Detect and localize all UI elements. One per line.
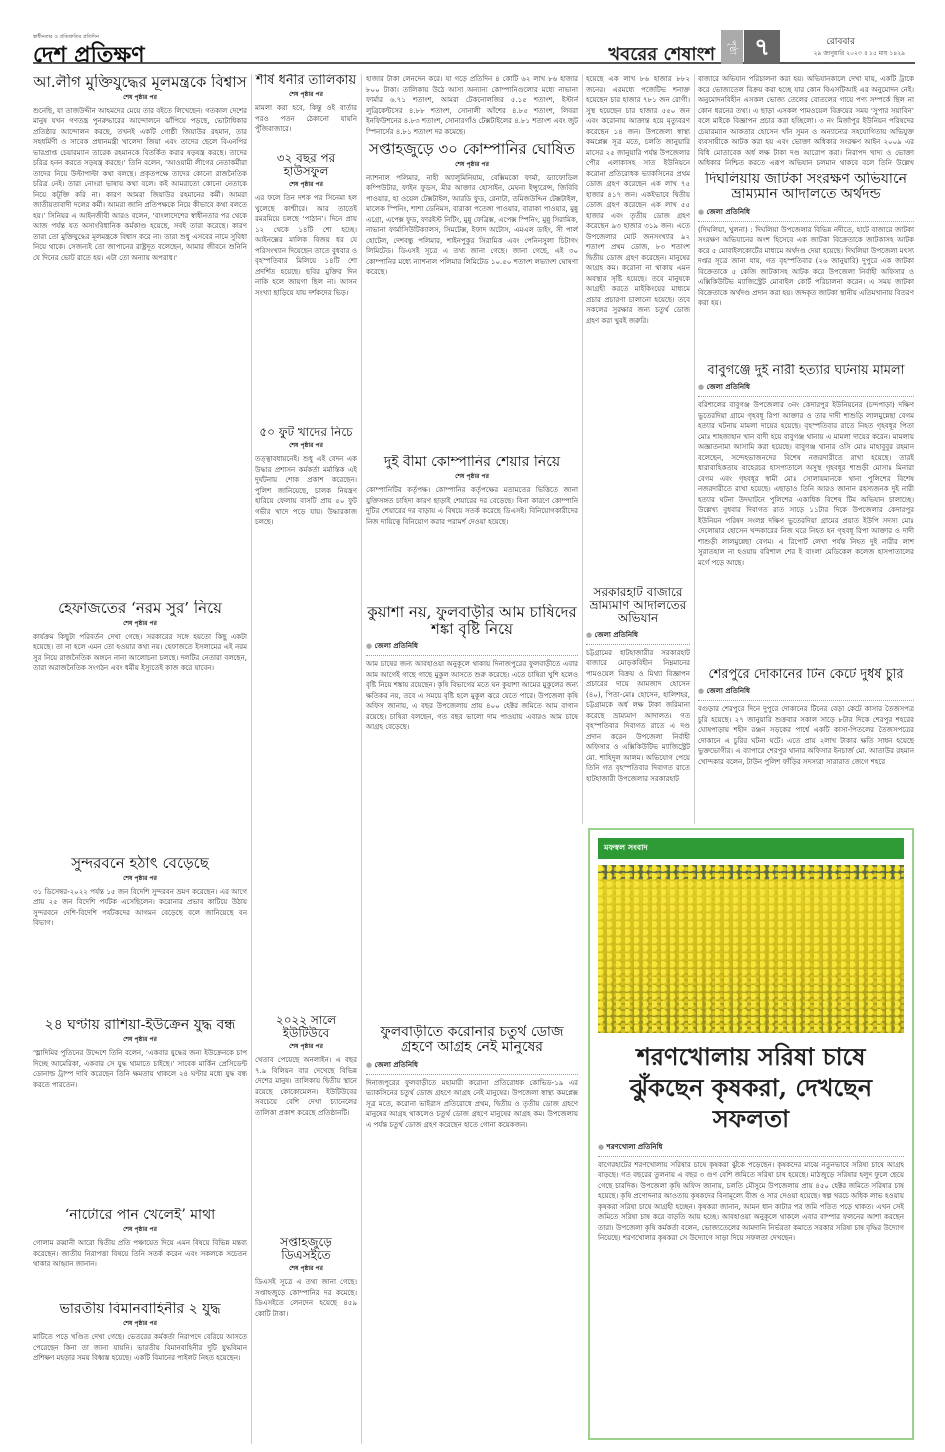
headline[interactable]: সুন্দরবনে হঠাৎ বেড়েছে <box>71 855 209 872</box>
headline[interactable]: কুয়াশা নয়, ফুলবাড়ীর আম চাষিদের শঙ্কা বৃষ্টি নিয়ে <box>367 604 577 638</box>
column-divider <box>251 74 252 1444</box>
story-housefull <box>255 152 357 424</box>
section-title: খবরের শেষাংশ <box>608 44 715 65</box>
headline[interactable]: আ.লীগ মুক্তিযুদ্ধের মূলমন্ত্রকে বিশ্বাস <box>33 74 247 91</box>
headline[interactable]: ২৪ ঘণ্টায় রাশিয়া-ইউক্রেন যুদ্ধ বন্ধ <box>44 1018 236 1033</box>
feature-box <box>588 828 914 1440</box>
story-dse <box>255 1236 357 1442</box>
story-body: শুনেছি, যা তাজউদ্দীন আহমদের মেয়ে তার বইতে লিখেছেন। গতকাল দেশের মানুষ যখন গণতন্ত্র পুনরুদ্ধারের আন্দোলনে ঝাঁপিয়ে পড়ছে, ভোটাধিকার প্রতিষ্ঠার আন্দোলন করছে, তখনই একটি গোষ্ঠী জিয়াউর রহমান, তার সহধর্মিণী ও সাবেক প্রধানমন্ত্রী খালেদা জিয়া এবং তাদের ছেলে বিএনপির ভারপ্রাপ্ত চেয়ারম্যান তারেক রহমানকে বিতর্কিত করার ষড়যন্ত্র করছে। তাদের চরিত্র হনন করতে সড়যন্ত্র করছে।’ তিনি বলেন, ‘আওয়ামী লীগের নেতাকর্মীরা তাদের নিয়ে উল্টাপাল্টা কথা বলছে। প্রকৃতপক্ষে তাদের কোনো রাজনৈতিক চরিত্র নেই। তারা নোংরা ভাষায় কথা বলে। কই আমরাতো কোনো নেতাকে নিয়ে কটূক্তি করি না। কারণ আমরা জিয়াউর রহমানের কর্মী। আমরা জাতীয়তাবাদী দলের কর্মী। আমরা জানি প্রতিপক্ষকে নিয়ে কীভাবে কথা বলতে হয়।’ সিনিয়র এ আইনজীবী আরও বলেন, ‘বাংলাদেশের স্বাধীনতার পর থেকে আজ পর্যন্ত যত অসাংবিধানিক কর্মকাণ্ড হয়েছে, সবই তারা করেছে। কারণ তারা তো মুক্তিযুদ্ধের মূলমন্ত্রকে বিশ্বাস করে না। তারা শুধু এসবের নামে সুবিধা নিয়ে থাকে। সেজন্যই তো জাপানের রাষ্ট্রদূত বলেছেন, আমার জীবনে শুনিনি যে দিনের ভোট রাতে হয়। এটা তো অন্যায় অপরাধ।' <box>33 106 247 262</box>
headline[interactable]: বাবুগঞ্জে দুই নারী হত্যার ঘটনায় মামলা <box>707 364 905 378</box>
story-body: (দিঘলিয়া, খুলনা) : দিঘলিয়া উপজেলার বিভিন্ন নদীতে, হাটে বাজারে জাটকা সংরক্ষণ অভিযানের অংশ হিসেবে এক জাটকা বিক্রেতাকে জাটকাসহ আটক করে ৫ মোবাইলকোর্টের মাধ্যমে অর্থদণ্ড দেয়া হয়েছে। দিঘলিয়া উপজেলা মৎস্য দপ্তর সূত্রে জানা যায়, গত বৃহস্পতিবার (২৬ জানুয়ারি) দুপুরে এক জাটকা বিক্রেতাকে ৫ কেজি জাটকাসহ আটক করে উপজেলা নির্বাহী অফিসার ও এক্সিকিউটিভ ম্যাজিস্ট্রেট মোবাইল কোর্ট পরিচালনা করেন। এ সময় জাটকা বিক্রেতাকে অর্থদণ্ড প্রদান করা হয়। জব্দকৃত জাটকা স্থানীয় এতিমখানায় বিতরণ করা হয়। <box>698 225 914 308</box>
continued-label: শেষ পৃষ্ঠার পর <box>123 619 157 627</box>
story-body: মাটিতে পড়ে খণ্ডিত দেখা গেছে। ভেতরের কর্মকর্তা নিরাপদে বেরিয়ে আসতে পেরেছেন কিনা তা জানা যায়নি। ভারতীয় বিমানবাহিনীর দুটি যুদ্ধবিমান প্রশিক্ষণ মহড়ার সময় বিধ্বস্ত হয়েছে। একটি বিমানের পাইলট নিহত হয়েছেন। <box>33 1333 247 1363</box>
page-label: পৃষ্ঠা <box>721 30 743 64</box>
story-body: এর ফলে তিন দশক পর সিনেমা হল খুলেছে কাশ্মীরে। আর তাতেই রমরমিয়ে চলছে ‘পাঠান’। দিনে প্রায় ১২ থেকে ১৪টি শো হচ্ছে। আইনক্সের মালিক বিজয় ধর যে পরিসংখ্যান দিয়েছেন তাতে বুধবার ও বৃহস্পতিবার মিলিয়ে ১৪টি শো প্রদর্শিত হয়েছে। ছবির মুক্তির দিন নাকি হলে জায়গা ছিল না। আসন সংখ্যা ছাড়িয়ে যায় দর্শকদের ভিড়। <box>255 194 357 297</box>
story-insurance <box>366 455 578 603</box>
story-body: বগুড়ার শেরপুরে দিনে দুপুরে দোকানের টিনের বেড়া কেটে কাসার তৈজসপত্র চুরি হয়েছে। ২৭ জানুয়ারি শুক্রবার সকাল সাড়ে ৮টার দিকে শেরপুর শহরের ঘোষপাড়ায় শহীদ রঞ্জন সড়কের পার্শ্বে একটি কাসা-পিতলের তৈজসপত্রের দোকানে এ চুরির ঘটনা ঘটে। এতে প্রায় ২লাখ টাকার ক্ষতি সাধন হয়েছে ভুক্তভোগীর। এ ব্যাপারে শেরপুর থানার অফিসার ইনচার্জ মো. আতাউর রহমান খোন্দকার বলেন, টাউন পুলিশ ফাঁড়ির সদস্যরা সারারাত জেগে শহরে <box>698 705 914 766</box>
story-body: মামলা করা হবে, কিন্তু ওই বার্তার পরও পতন ঠেকানো যায়নি পুঁজিবাজারে। <box>255 104 357 134</box>
story-body: কোম্পানিটির কর্তৃপক্ষ। কোম্পানির কর্তৃপক্ষের মতামতের ভিত্তিতে জানা যুক্তিসঙ্গত চাহিদা কারণ ছাড়াই শেয়ারের দর বেড়েছে। বিনা কারণে কোম্পানি দুটির শেয়ারের দর বাড়ায় এ বিষয়ে সতর্ক করেছে ডিএসই। বিনিয়োগকারীদের নিজ দায়িত্বে বিনিয়োগ করার পরামর্শ দেওয়া হয়েছে। <box>366 486 578 526</box>
story-body: বরিশালের বাবুগঞ্জ উপজেলার ৩নং কেদারপুর ইউনিয়নের (চন্দপাড়া) দক্ষিণ ভুতেরদিয়া গ্রামে গৃহবধূ রিপা আক্তার ও তার দাদী শাশুড়ি লালমুন্নেছা বেগম হত্যার ঘটনায় মামলা দায়ের হয়েছে। বৃহস্পতিবার রাতে নিহত গৃহবধূর পিতা মোঃ শাহজাহান খান বাদী হয়ে বাবুগঞ্জ থানায় এ মামলা দায়ের করেন। মামলায় অজ্ঞাতনামা আসামি করা হয়েছে। বাবুগঞ্জ থানার ওসি মোঃ মাহাবুবুর রহমান বলেছেন, সন্দেহভাজনদের বিশেষ নজরদারীতে রাখা হয়েছে। তারই ধারাবাহিকতায় বাহেরচর হাসপাতালে অসুস্থ গৃহবধূর শাশুড়ী মোসাঃ মিনারা বেগম এবং গৃহবধূর স্বামী মোঃ সোলায়মানকে থানা পুলিশের বিশেষ নজরদারীতে রাখা হয়েছে। এছাড়াও তিনি আরও জানান রহস্যজনক দুই নারী হত্যার ঘটনা উদঘাটনে পুলিশের একাধিক বিশেষ টিম অভিযান চালাচ্ছে। উল্লেখ্য বুধবার দিবাগত রাত সাড়ে ১১টার দিকে উপজেলার কেদারপুর ইউনিয়ন পরিষদ সংলগ্ন দক্ষিণ ভুতেরদিয়া গ্রামের প্রয়াত ইউপি সদস্য মোঃ দেলোয়ার হোসেন খন্দকারের নিজ ঘরে নিহত হন গৃহবধূ রিপা আক্তার ও দাদী শাশুড়ী লালমুন্নেছা বেগম। এ রিপোর্ট লেখা পর্যন্ত নিহত দুই নারীর লাশ সুরাতহাল না হওয়ায় বরিশাল শের ই বাংলা মেডিকেল কলেজ হাসপাতালের মর্গে পড়ে আছে। <box>698 401 914 567</box>
column-divider <box>361 74 362 1444</box>
story-body: ৩১ ডিসেম্বর-২০২২ পর্যন্ত ১৫ জন বিদেশি সুন্দরবন ভ্রমণ করেছেন। এর আগে প্রায় ২৫ জন বিদেশি পর্যটক এসেছিলেন। করোনার প্রভাব কাটিয়ে উঠায় সুন্দরবনে দেশি-বিদেশি পর্যটকদের আগমন বেড়েছে বলে জানিয়েছে বন বিভাগ। <box>33 887 247 927</box>
story-thirty-companies <box>366 74 578 454</box>
story-body: ন্যাশনাল পলিমার, নাহী অ্যালুমিনিয়াম, বেক্সিমকো ফার্মা, ড্যাফোডিল কম্পিউটার, ফাইন ফুডস, মীর আক্তার হোসাইন, মেঘনা ইন্স্যুরেন্স, জিবিবি পাওয়ার, হা ওয়েল টেক্সটাইল, আরডি ফুড, রেনাটা, তমিজউদ্দিন টেক্সটাইল, মালেক স্পিনিং, শাশা ডেনিমস, বারাকা পতেঙ্গা পাওয়ার, বারাকা পাওয়ার, মুন্নু এগ্রো, এপেক্স ফুড, ফারইস্ট নিটিং, মুন্নু ফেব্রিক্স, এপেক্স স্পিনিং, মুন্নু সিরামিক, নাভানা ফার্মাসিউটিক্যালস, সিমটেক্স, ইফাদ অটোস, এমএল ডাইং, সী পার্ল হোটেল, দেশবন্ধু পলিমার, শাইনপুকুর সিরামিক এবং পেনিনসুলা চিটাগং লিমিটেড। ডিএসই সূত্রে এ তথ্য জানা গেছে। জানা গেছে, এই ৩০ কোম্পানির মধ্যে ন্যাশনাল পলিমার লিমিটেড ১০.৫০ শতাংশ লভ্যাংশ ঘোষণা করেছে। <box>366 173 578 276</box>
headline[interactable]: হেফাজতের ‘নরম সুর’ নিয়ে <box>58 600 222 617</box>
story-body: হয়েছে এক লাখ ৮৬ হাজার ৮৮২ জনের। এরমধ্যে পজেটিভ শনাক্ত হয়েছেন চার হাজার ৭৮১ জন রোগী। সুস্থ হয়েছেন চার হাজার ৫৫০ জন এবং করোনায় আক্রান্ত হয়ে মৃত্যুবরণ করেছেন ১৪ জন। উপজেলা স্বাস্থ্য কমপ্লেক্স সূত্র মতে, চলতি জানুয়ারি মাসের ২৫ জানুয়ারি পর্যন্ত উপজেলার পৌর এলাকাসহ সাত ইউনিয়নে করোনা প্রতিরোধক ভ্যাকসিনের প্রথম ডোজ গ্রহণ করেছেন এক লাখ ৭৫ হাজার ৪১৭ জন। একইভাবে দ্বিতীয় ডোজ গ্রহণ করেছেন এক লাখ ৫৫ হাজার এবং তৃতীয় ডোজ গ্রহণ করেছেন ৯৩ হাজার ৩১৯ জন। এতে উপজেলার মোট জনসংখ্যার ৯২ শতাংশ প্রথম ডোজ, ৮৩ শতাংশ দ্বিতীয় ডোজ গ্রহণ করেছেন। মানুষের আগ্রহ কম। করোনা না থাকায় এমন অবস্থার সৃষ্টি হয়েছে। তবে মানুষকে আগ্রহী করতে মাইকিংয়ের মাধ্যমে প্রচার প্রচারণা চালানো হয়েছে। তবে সকলের সুরক্ষার জন্য চতুর্থ ডোজ গ্রহণ করা খুবই জরুরি। <box>586 75 690 325</box>
continued-label: শেষ পৃষ্ঠার পর <box>123 1226 157 1234</box>
byline: ● জেলা প্রতিনিধি <box>698 685 914 701</box>
tagline: স্বাধীনতার ও প্রতিশ্রুতির প্রতিদিন <box>33 34 99 40</box>
headline[interactable]: দিঘলিয়ায় জাটকা সংরক্ষণ অভিযানে ভ্রাম্যমান আদালতে অর্থদন্ড <box>705 172 907 203</box>
story-hefazat <box>33 600 247 850</box>
story-russia-ukraine <box>33 1018 247 1208</box>
story-body: গোলাম রব্বানী আরো দ্বিতীয় প্রতি পঞ্চায়েত দিয়ে এমন বিষয়ে বিভিন্ন মন্তব্য করেছেন। জাতীয় নিরাপত্তা বিষয়ে তিনি সতর্ক করেন এবং সকলকে সচেতন থাকার আহ্বান জানান। <box>33 1239 247 1269</box>
continued-label: শেষ পৃষ্ঠার পর <box>455 473 489 481</box>
continued-label: শেষ পৃষ্ঠার পর <box>123 1320 157 1328</box>
byline: ● জেলা প্রতিনিধি <box>698 381 914 397</box>
story-body: দিনাজপুরের ফুলবাড়ীতে মহামারী করোনা প্রতিরোধক কোভিড-১৯ এর ভ্যাকসিনের চতুর্থ ডোজ গ্রহণে আগ্রহ নেই মানুষের। উপজেলা স্বাস্থ্য কমপ্লেক্স সূত্র মতে, করোনা ভাইরাস প্রতিরোধে প্রথম, দ্বিতীয় ও তৃতীয় ডোজ গ্রহণে মানুষের আগ্রহ থাকলেও চতুর্থ ডোজ গ্রহণে মানুষের আগ্রহ কম। উপজেলায় এ পর্যন্ত চতুর্থ ডোজ গ্রহণ করেছেন হাতে গোনা কয়েকজন। <box>366 1078 578 1129</box>
continued-label: শেষ পৃষ্ঠার পর <box>289 91 323 99</box>
continued-label: শেষ পৃষ্ঠার পর <box>123 874 157 882</box>
story-sarkarhat <box>586 586 690 824</box>
story-iaf <box>33 1302 247 1442</box>
headline[interactable]: ২০২২ সালে ইউটিউবে <box>275 1014 337 1041</box>
headline[interactable]: শেরপুরে দোকানের টিন কেটে দুর্ধর্ষ চুরি <box>708 668 904 682</box>
story-booster-dose <box>366 1025 578 1443</box>
story-sundarban <box>33 855 247 1015</box>
newspaper-logo[interactable]: দেশ প্রতিক্ষণ <box>33 42 145 68</box>
issue-date: ২৯ জানুয়ারি ২০২৩ ॥ ১৫ মাঘ ১৪২৯ <box>813 50 905 57</box>
story-body: তত্ত্বাবধায়নেই। শুধু এই বেদন এক উদ্ধার প্রশাসন কর্মকর্তা মর্মান্তিক এই দুর্ঘটনায় শোক প্রকাশ করেছেন। পুলিশ জানিয়েছে, চালক নিয়ন্ত্রণ হারিয়ে ফেলায় বাসটি প্রায় ৫০ ফুট গভীর খাদে পড়ে যায়। উদ্ধারকাজ চলছে। <box>255 455 357 527</box>
story-richest <box>255 74 357 152</box>
story-natore <box>33 1208 247 1300</box>
feature-body: বাগেরহাটের শরণখোলায় সরিষার চাষে কৃষকরা ঝুঁকে পড়েছেন। কৃষকদের মাঝে নতুনভাবে সরিষা চাষে আগ্রহ বাড়ছে। গত বছরের তুলনায় এ বছর ৩ গুণ বেশি জমিতে সরিষা চাষ হয়েছে। মাঠজুড়ে সরিষার হলুদ ফুলে ছেয়ে গেছে চারদিক। উপজেলা কৃষি অফিস জানায়, চলতি মৌসুমে উপজেলায় প্রায় ৪৫০ হেক্টর জমিতে সরিষার চাষ হয়েছে। কৃষি প্রণোদনার আওতায় কৃষকদের বিনামূল্যে বীজ ও সার দেওয়া হয়েছে। স্বল্প খরচে অধিক লাভ হওয়ায় কৃষকরা সরিষা চাষে আগ্রহী হচ্ছেন। কৃষকরা জানান, আমন ধান কাটার পর জমি পতিত পড়ে থাকত। এখন সেই জমিতে সরিষা চাষ করে বাড়তি আয় হচ্ছে। আবহাওয়া অনুকূলে থাকলে এবার বাম্পার ফলনের আশা করছেন তারা। উপজেলা কৃষি কর্মকর্তা বলেন, ভোজ্যতেলের আমদানি নির্ভরতা কমাতে সরকার সরিষা চাষ বৃদ্ধির উদ্যোগ নিয়েছে। শরণখোলার কৃষকরা সে উদ্যোগে সাড়া দিয়ে সফলতা দেখছেন। <box>598 1160 904 1243</box>
headline[interactable]: ৩২ বছর পর হাউসফুল <box>276 152 336 179</box>
byline: ● জেলা প্রতিনিধি <box>366 1059 578 1075</box>
headline[interactable]: ৫০ ফুট খাদের নিচে <box>259 426 353 439</box>
story-gorge <box>255 426 357 1011</box>
headline[interactable]: সপ্তাহজুড়ে ৩০ কোম্পানির ঘোষিত <box>368 140 576 158</box>
story-body: বাজারে অভিযান পরিচালনা করা হয়। অভিযানকালে দেখা যায়, একটি ট্রাকে করে ভোজ্যতেল বিক্রয় করা হচ্ছে যার কোন বিএসটিআই এর অনুমোদন নেই। অনুমোদনবিহীন এসকল ভোজ্য তেলের বোতলের গায়ে পণ্য সম্পর্কে ছিল না কোন ধরনের তথ্য। এ ছাড়া এসকল পামওয়েল বিক্রয়ের সময় ‘সুপার সয়াবিন’ বলে মাইকে বিজ্ঞাপন প্রচার করা হচ্ছিলো। ৩ নং মির্জাপুর ইউনিয়ন পরিষদের চেয়ারম্যান আকতার হোসেন খাঁন সুমন ও অন্যান্যের সহযোগিতায় অভিযুক্ত ব্যবসায়ীকে আটক করা হয় এবং ভোক্তা অধিকার সংরক্ষণ আইন ২০০৯ এর বিধি মোতাবেক অর্ধ লক্ষ টাকা দণ্ড আরোপ করা। নিরাপদ খাদ্য ও ভোক্তা অধিকার নিশ্চিত করতে এরূপ অভিযান চলমান থাকবে বলে তিনি উল্লেখ <box>698 75 914 167</box>
continued-label: শেষ পৃষ্ঠার পর <box>289 181 323 189</box>
continued-label: শেষ পৃষ্ঠার পর <box>455 160 489 168</box>
headline[interactable]: দুই বীমা কোম্পানির শেয়ার নিয়ে <box>383 455 561 470</box>
story-sherpur <box>698 668 914 824</box>
story-awami-league <box>33 74 247 596</box>
headline[interactable]: ‘নাটোরে পান খেলেই’ মাথা <box>64 1208 216 1223</box>
story-body: খেতাব পেয়েছে অনলাইন। এ বছর ৭.৯ বিলিয়ন বার দেখেছে বিভিন্ন দেশের মানুষ। তালিকায় দ্বিতীয় স্থানে রয়েছে কোকোমেলন। ইউটিউবের সবচেয়ে বেশি দেখা চ্যানেলের তালিকা প্রকাশ করেছে প্রতিষ্ঠানটি। <box>255 1056 357 1117</box>
column-divider <box>694 74 695 824</box>
headline[interactable]: সপ্তাহজুড়ে ডিএসইতে <box>280 1236 332 1263</box>
issue-day: রোববার <box>826 37 855 47</box>
byline: ● জেলা প্রতিনিধি <box>586 629 690 645</box>
byline: ● জেলা প্রতিনিধি <box>698 206 914 222</box>
story-sarkarhat-continued <box>698 74 914 170</box>
continued-label: শেষ পৃষ্ঠার পর <box>123 1036 157 1044</box>
story-youtube <box>255 1014 357 1234</box>
masthead <box>33 28 915 68</box>
story-babuganj <box>698 364 914 666</box>
mustard-field-photo <box>598 865 904 1033</box>
story-lead: হাজার টাকা লেনদেন করে। যা গড়ে প্রতিদিন ৪ কোটি ৬২ লাখ ৮৬ হাজার ৮০০ টাকা। তালিকায় উঠে আসা অন্যান্য কোম্পানিগুলোর মধ্যে নাভানা ফার্মার ৬.৭১ শতাংশ, আমরা টেকনোলজির ৫.১৫ শতাংশ, ইস্টার্ন লুব্রিকেন্টসের ৪.৮৮ শতাংশ, সোনালী আঁশের ৪.৮৫ শতাংশ, লিবরা ইনফিউশনের ৪.৮৩ শতাংশ, সোনারগাঁও টেক্সটাইলের ৪.৮১ শতাংশ এবং জুট স্পিনার্সের ৪.৮১ শতাংশ দর কমেছে। <box>366 75 578 136</box>
headline[interactable]: শীর্ষ ধনীর তালিকায় <box>255 74 357 88</box>
headline[interactable]: সরকারহাট বাজারে ভ্রাম্যমাণ আদালতের অভিযান <box>589 586 687 626</box>
headline[interactable]: ফুলবাড়ীতে করোনার চতুর্থ ডোজ গ্রহণে আগ্রহ নেই মানুষের <box>380 1025 564 1056</box>
story-body: কার্যক্রম কিছুটা পরিবর্তন দেখা গেছে। সরকারের সঙ্গে হয়তো কিছু একটা হয়েছে। তা না হলে এমন তো হওয়ার কথা নয়। হেফাজতে ইসলামের এই নরম সুর নিয়ে রাজনৈতিক অঙ্গনে নানা আলোচনা চলছে। দলটির নেতারা বলছেন, তারা অরাজনৈতিক সংগঠন এবং ধর্মীয় ইস্যুতেই কাজ করে যাবেন। <box>33 632 247 672</box>
story-booster-continued <box>586 74 690 584</box>
story-body: ‘ভ্লাদিমির পুতিনের উদ্দেশে তিনি বলেন, ‘একবার যুদ্ধের জন্য ইউক্রেনকে চাপ দিচ্ছে আমেরিকা, একবার সে যুদ্ধ থামাতে চাইছে।’ সাবেক মার্কিন প্রেসিডেন্ট ডোনাল্ড ট্রাম্প দাবি করেছেন তিনি ক্ষমতায় থাকলে ২৪ ঘণ্টার মধ্যে যুদ্ধ বন্ধ করতে পারতেন। <box>33 1049 247 1089</box>
story-body: ডিএসই সূত্রে এ তথ্য জানা গেছে। সপ্তাহজুড়ে কোম্পানির দর কমেছে। ডিএসইতে লেনদেন হয়েছে ৪৫৯ কোটি টাকা। <box>255 1278 357 1318</box>
story-mango <box>366 604 578 1024</box>
column-divider <box>582 74 583 824</box>
page-number: ৭ <box>744 30 780 64</box>
story-body: চট্টগ্রামের হাটহাজারীর সরকারহাট বাজারে মোড়কবিহীন নিম্নমানের পামওয়েল বিক্রয় ও মিথ্যা বিজ্ঞাপন প্রচারের দায়ে আমজাদ হোসেন (৪০), পিতা-মোঃ হোসেন, হালিশহর, চট্টগ্রামকে অর্ধ লক্ষ টাকা জরিমানা করেছে ভ্রাম্যমাণ আদালত। গত বৃহস্পতিবার দিবাগত রাতে এ দণ্ড প্রদান করেন উপজেলা নির্বাহী অফিসার ও এক্সিকিউটিভ ম্যাজিস্ট্রেট মো. শাহিদুল আলম। অভিযোগ পেয়ে তিনি গত বৃহস্পতিবার দিবাগত রাতে হাটহাজারী উপজেলার সরকারহাট <box>586 648 690 783</box>
continued-label: শেষ পৃষ্ঠার পর <box>289 442 323 450</box>
feature-section-label: মফস্বল সংবাদ <box>598 838 904 859</box>
continued-label: শেষ পৃষ্ঠার পর <box>289 1265 323 1273</box>
feature-byline: ● শরণখোলা প্রতিনিধি <box>598 1141 904 1157</box>
story-body: আম চাষের জন্য আবহাওয়া অনুকূলে থাকায় দিনাজপুরের ফুলবাড়ীতে এবার আম আগেই গাছে গাছে মুকুল আসতে শুরু করেছে। এতে চাষিরা খুশি হলেও বৃষ্টি নিয়ে শঙ্কায় রয়েছেন। কৃষি বিভাগের মতে ঘন কুয়াশা আমের মুকুলের জন্য ক্ষতিকর নয়, তবে এ সময়ে বৃষ্টি হলে মুকুল ঝরে যেতে পারে। উপজেলা কৃষি অফিস জানায়, এ বছর উপজেলায় প্রায় ৪০০ হেক্টর জমিতে আম বাগান রয়েছে। চাষিরা বলছেন, গত বছর ভালো দাম পাওয়ায় এবারও আম চাষে আগ্রহ বেড়েছে। <box>366 660 578 731</box>
continued-label: শেষ পৃষ্ঠার পর <box>289 1043 323 1051</box>
feature-headline[interactable]: শরণখোলায় সরিষা চাষে ঝুঁকছেন কৃষকরা, দেখছেন সফলতা <box>629 1042 873 1134</box>
continued-label: শেষ পৃষ্ঠার পর <box>123 93 157 101</box>
story-jatka <box>698 172 914 362</box>
byline: ● জেলা প্রতিনিধি <box>366 640 578 656</box>
headline[interactable]: ভারতীয় বিমানবাহিনীর ২ যুদ্ধ <box>59 1302 221 1317</box>
